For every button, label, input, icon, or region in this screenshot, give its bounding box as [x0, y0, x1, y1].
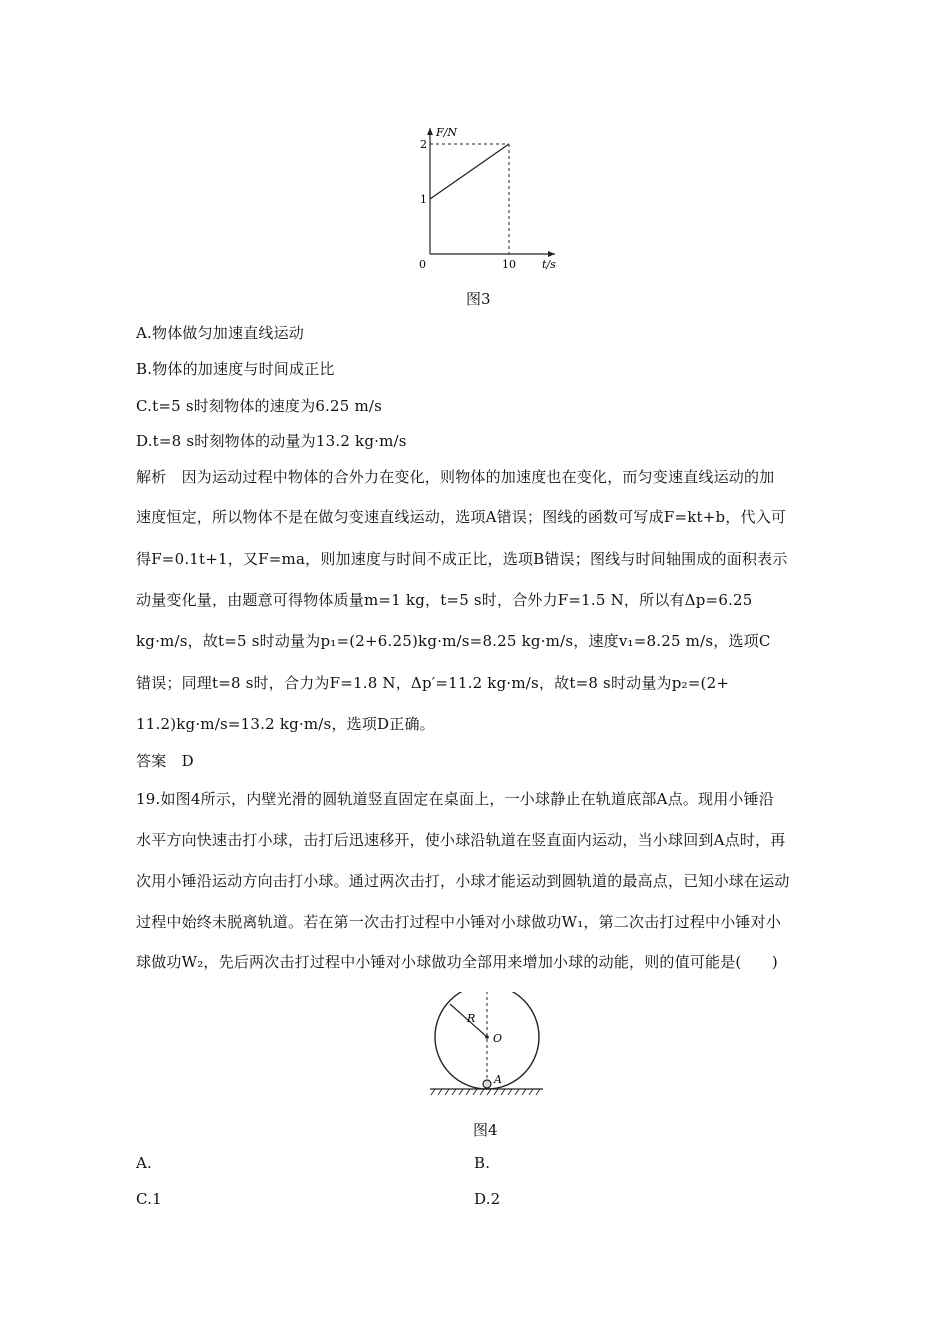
option-d: D.t=8 s时刻物体的动量为13.2 kg·m/s	[136, 432, 407, 450]
center-label: O	[493, 1032, 503, 1045]
question19-line-4: 过程中始终未脱离轨道。若在第一次击打过程中小锤对小球做功W₁，第二次击打过程中小锤对小	[136, 913, 782, 931]
option-a: A.物体做匀加速直线运动	[136, 324, 305, 342]
explanation-line-6: 错误；同理t=8 s时，合力为F=1.8 N，Δp′=11.2 kg·m/s，故t=8 s时动量为p₂=(2+	[136, 674, 730, 692]
radius-label: R	[467, 1012, 476, 1025]
question19-line-5: 球做功W₂，先后两次击打过程中小锤对小球做功全部用来增加小球的动能，则的值可能是( )	[136, 953, 778, 971]
q19-option-d: D.2	[474, 1190, 501, 1208]
series-line	[430, 144, 509, 199]
figure3-caption: 图3	[466, 290, 491, 308]
question19-line-1: 19.如图4所示，内壁光滑的圆轨道竖直固定在桌面上，一小球静止在轨道底部A点。现用小锤沿	[136, 790, 775, 808]
y-tick-label-1: 1	[420, 193, 427, 206]
explanation-line-4: 动量变化量，由题意可得物体质量m=1 kg，t=5 s时，合外力F=1.5 N，所以有Δp=6.25	[136, 591, 753, 609]
explanation-line-3: 得F=0.1t+1，又F=ma，则加速度与时间不成正比，选项B错误；图线与时间轴围成的面积表示	[136, 550, 788, 568]
ground-hatching	[431, 1089, 540, 1095]
x-tick-label-10: 10	[502, 258, 516, 271]
y-axis-arrow	[427, 128, 433, 135]
explanation-line-1: 解析 因为运动过程中物体的合外力在变化，则物体的加速度也在变化，而匀变速直线运动的加	[136, 468, 775, 486]
explanation-line-7: 11.2)kg·m/s=13.2 kg·m/s，选项D正确。	[136, 715, 435, 733]
x-axis-arrow	[548, 251, 555, 257]
option-c: C.t=5 s时刻物体的速度为6.25 m/s	[136, 397, 383, 415]
point-a-label: A	[494, 1073, 502, 1086]
q19-option-c: C.1	[136, 1190, 162, 1208]
x-tick-label-0: 0	[419, 258, 426, 271]
q19-option-a: A.	[136, 1154, 153, 1172]
x-axis-label: t/s	[542, 258, 556, 271]
ball	[483, 1080, 491, 1088]
figure4-caption: 图4	[473, 1121, 498, 1139]
figure3-chart	[400, 118, 570, 278]
explanation-line-2: 速度恒定，所以物体不是在做匀变速直线运动，选项A错误；图线的函数可写成F=kt+b，代入可	[136, 508, 787, 526]
center-point	[485, 1035, 489, 1039]
question19-line-2: 水平方向快速击打小球，击打后迅速移开，使小球沿轨道在竖直面内运动，当小球回到A点时，再	[136, 831, 786, 849]
figure4-diagram	[425, 992, 550, 1098]
explanation-line-5: kg·m/s，故t=5 s时动量为p₁=(2+6.25)kg·m/s=8.25 kg·m/s，速度v₁=8.25 m/s，选项C	[136, 632, 771, 650]
q19-option-b: B.	[474, 1154, 491, 1172]
answer: 答案 D	[136, 752, 194, 770]
question19-line-3: 次用小锤沿运动方向击打小球。通过两次击打，小球才能运动到圆轨道的最高点，已知小球在运动	[136, 872, 790, 890]
y-axis-label: F/N	[436, 126, 457, 139]
y-tick-label-2: 2	[420, 138, 427, 151]
option-b: B.物体的加速度与时间成正比	[136, 360, 335, 378]
